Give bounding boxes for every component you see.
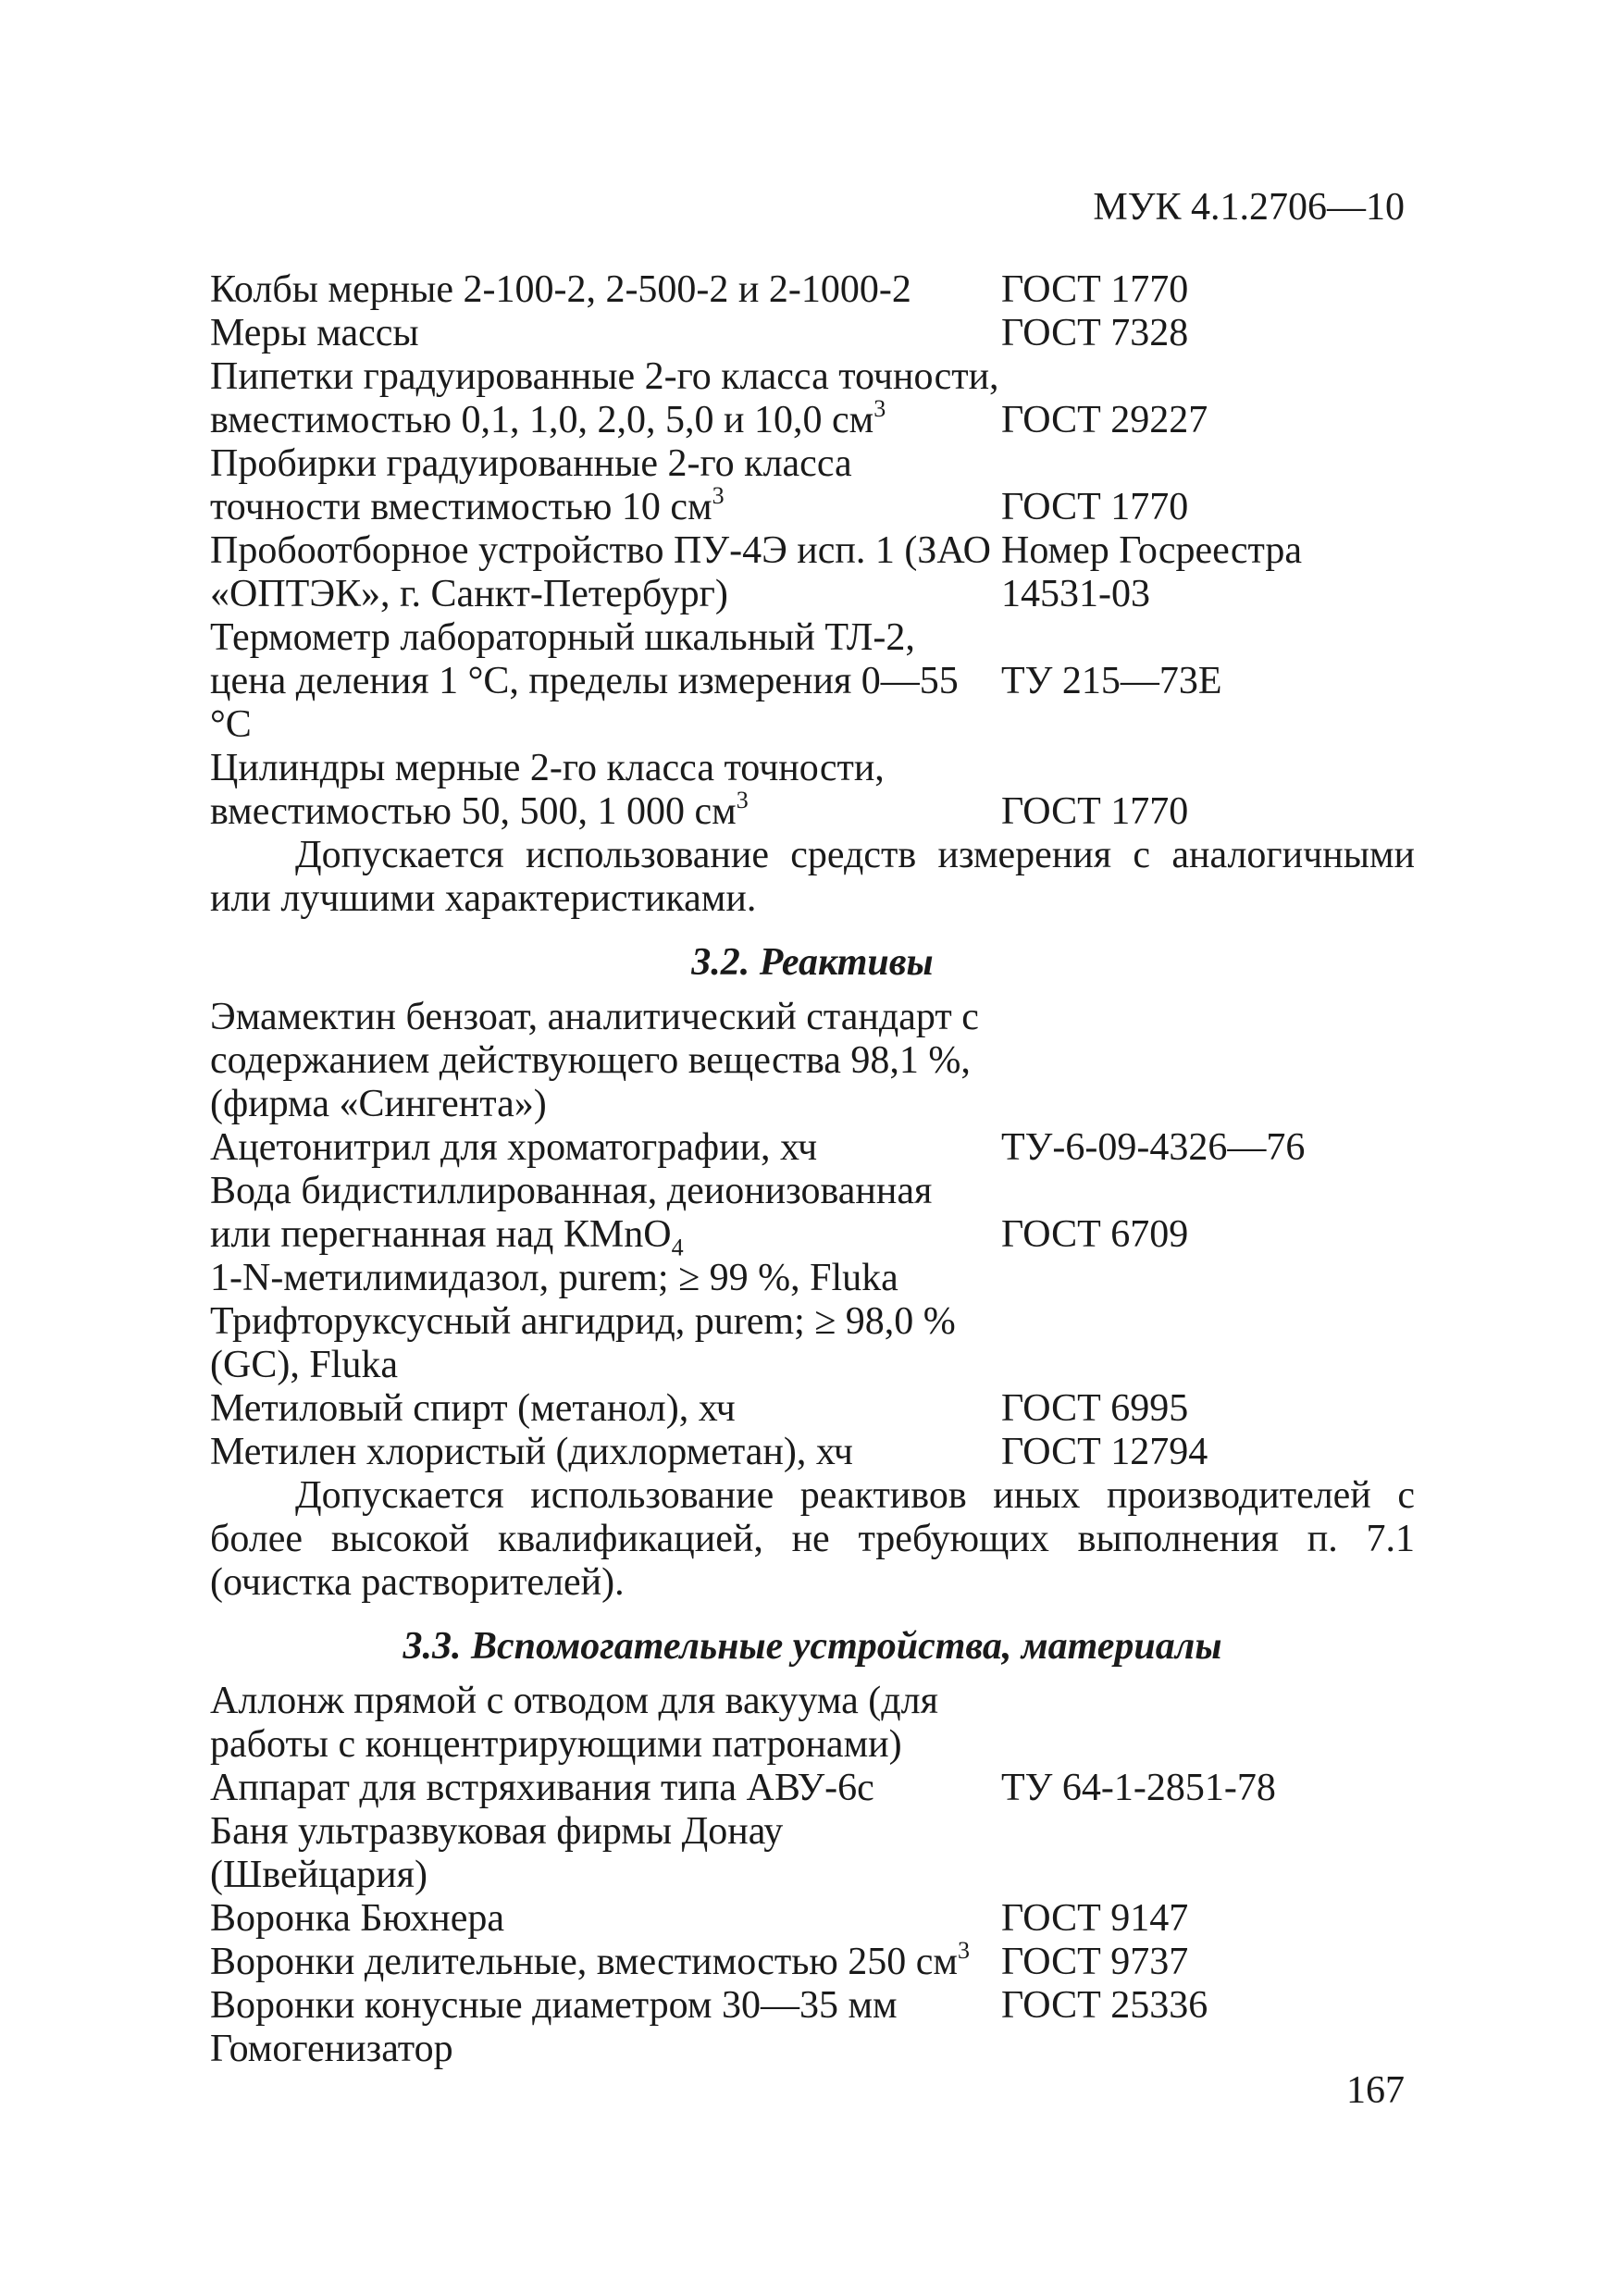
- list-item: [210, 1126, 1415, 1170]
- section-heading-auxiliary: 3.3. Вспомогательные устройства, материалы: [403, 1625, 1222, 1668]
- page-number: 167: [1346, 2069, 1405, 2112]
- item-name-line: Пробирки градуированные 2-го класса: [210, 442, 852, 485]
- item-name-line: Меры массы: [210, 312, 419, 354]
- item-standard-line: 14531-03: [1001, 573, 1150, 615]
- list-item: [210, 2028, 1415, 2071]
- list-item: [210, 1767, 1415, 1810]
- item-name: [210, 529, 1001, 616]
- subscript: 4: [671, 1234, 684, 1261]
- item-name-line: Пипетки градуированные 2-го класса точности,: [210, 355, 999, 398]
- list-item: [210, 996, 1415, 1126]
- item-standard-line: [1001, 747, 1415, 790]
- item-name-line: вместимостью 0,1, 1,0, 2,0, 5,0 и 10,0 $см^3$: [210, 395, 886, 441]
- item-standard-line: [1001, 996, 1415, 1039]
- item-standard-line: [1001, 2028, 1415, 2071]
- item-standard-line: [1001, 1344, 1415, 1387]
- item-name-line: «ОПТЭК», г. Санкт-Петербург): [210, 573, 728, 615]
- item-name: [210, 747, 1001, 834]
- item-name: [210, 1810, 1001, 1897]
- item-name: [210, 2028, 1001, 2071]
- item-standard-line: ГОСТ 9147: [1001, 1897, 1189, 1940]
- item-standard-line: [1001, 355, 1415, 399]
- item-name-line: Вода бидистиллированная, деионизованная: [210, 1170, 933, 1212]
- item-name-line: цена деления 1 °С, пределы измерения 0—55 °С: [210, 660, 959, 746]
- superscript: 3: [873, 395, 886, 422]
- item-standard: [1001, 747, 1415, 834]
- item-name-line: (фирма «Сингента»): [210, 1083, 547, 1125]
- list-item: [210, 529, 1415, 616]
- item-name-line: Воронки конусные диаметром 30—35 мм: [210, 1984, 898, 2027]
- list-item: [210, 1937, 1415, 1984]
- reagents-note: Допускается использование реактивов иных производителей с более высокой квалификацией, не требующих выполнения п. 7.1 (очистка растворителей).: [210, 1474, 1415, 1604]
- item-standard: [1001, 1810, 1415, 1897]
- item-name-line: 1-N-метилимидазол, purem; ≥ 99 %, Fluka: [210, 1257, 898, 1299]
- item-standard: [1001, 2028, 1415, 2071]
- list-item: [210, 442, 1415, 529]
- item-standard-line: [1001, 1083, 1415, 1126]
- item-standard-line: ГОСТ 1770: [1001, 486, 1189, 528]
- item-name-line: Ацетонитрил для хроматографии, хч: [210, 1126, 818, 1169]
- item-standard: [1001, 1941, 1415, 1984]
- item-standard: [1001, 1984, 1415, 2028]
- item-standard-line: ГОСТ 25336: [1001, 1984, 1208, 2027]
- item-name: [210, 442, 1001, 529]
- item-name-line: Пробоотборное устройство ПУ-4Э исп. 1 (ЗАО: [210, 529, 991, 572]
- item-name-line: Цилиндры мерные 2-го класса точности,: [210, 747, 885, 789]
- reagents-list: [210, 996, 1415, 1474]
- item-standard: [1001, 442, 1415, 529]
- item-standard: [1001, 1431, 1415, 1474]
- item-standard: [1001, 1767, 1415, 1810]
- item-standard-line: ГОСТ 1770: [1001, 268, 1189, 311]
- section-heading-reagents: 3.2. Реактивы: [691, 941, 934, 984]
- list-item: [210, 1431, 1415, 1474]
- item-name-line: или перегнанная над КMnO$_4$: [210, 1213, 684, 1261]
- item-standard: [1001, 996, 1415, 1126]
- list-item: [210, 1680, 1415, 1767]
- superscript: 3: [712, 482, 725, 509]
- equipment-list: [210, 268, 1415, 834]
- item-name-line: Аллонж прямой с отводом для вакуума (для: [210, 1680, 938, 1722]
- item-name-line: Трифторуксусный ангидрид, purem; ≥ 98,0 %: [210, 1300, 956, 1343]
- item-standard-line: [1001, 1300, 1415, 1344]
- item-name-line: Воронка Бюхнера: [210, 1897, 505, 1940]
- item-name-line: Гомогенизатор: [210, 2028, 453, 2070]
- item-standard-line: [1001, 1170, 1415, 1213]
- list-item: [210, 1984, 1415, 2028]
- list-item: [210, 1897, 1415, 1941]
- item-standard-line: ГОСТ 6709: [1001, 1213, 1189, 1256]
- list-item: [210, 355, 1415, 442]
- list-item: [210, 1170, 1415, 1261]
- item-name-line: Термометр лабораторный шкальный ТЛ-2,: [210, 616, 915, 659]
- item-standard-line: ГОСТ 6995: [1001, 1387, 1189, 1430]
- item-name: [210, 312, 1001, 355]
- item-standard-line: ГОСТ 12794: [1001, 1431, 1208, 1473]
- list-item: [210, 616, 1415, 747]
- item-standard-line: [1001, 616, 1415, 660]
- item-standard: [1001, 616, 1415, 747]
- list-item: [210, 1300, 1415, 1387]
- item-standard-line: [1001, 1810, 1415, 1854]
- item-standard: [1001, 529, 1415, 616]
- list-item: [210, 747, 1415, 834]
- item-standard: [1001, 1300, 1415, 1387]
- item-name: [210, 268, 1001, 312]
- page-content: [210, 268, 1415, 2071]
- list-item: [210, 1257, 1415, 1300]
- item-standard: [1001, 1257, 1415, 1300]
- item-standard-line: [1001, 442, 1415, 486]
- item-name: [210, 1680, 1001, 1767]
- item-standard-line: ТУ 64-1-2851-78: [1001, 1767, 1276, 1809]
- item-standard: [1001, 1680, 1415, 1767]
- list-item: [210, 1387, 1415, 1431]
- item-standard-line: ГОСТ 29227: [1001, 399, 1208, 441]
- item-standard: [1001, 1387, 1415, 1431]
- item-name-line: Метилен хлористый (дихлорметан), хч: [210, 1431, 853, 1473]
- item-name: [210, 1300, 1001, 1387]
- item-name-line: Аппарат для встряхивания типа АВУ-6с: [210, 1767, 874, 1809]
- item-name-line: Колбы мерные 2-100-2, 2-500-2 и 2-1000-2: [210, 268, 911, 311]
- item-name-line: Воронки делительные, вместимостью 250 $см^3$: [210, 1937, 970, 1983]
- item-name: [210, 1897, 1001, 1941]
- list-item: [210, 1810, 1415, 1897]
- item-name: [210, 1170, 1001, 1261]
- item-standard: [1001, 268, 1415, 312]
- item-name-line: точности вместимостью 10 $см^3$: [210, 482, 725, 528]
- superscript: 3: [958, 1937, 970, 1964]
- item-standard-line: ГОСТ 9737: [1001, 1941, 1189, 1983]
- item-standard-line: [1001, 1723, 1415, 1767]
- item-name-line: Метиловый спирт (метанол), хч: [210, 1387, 736, 1430]
- item-standard-line: ГОСТ 7328: [1001, 312, 1189, 354]
- item-name-line: работы с концентрирующими патронами): [210, 1723, 902, 1766]
- item-standard-line: ГОСТ 1770: [1001, 790, 1189, 833]
- item-standard-line: [1001, 1039, 1415, 1083]
- item-name-line: содержанием действующего вещества 98,1 %,: [210, 1039, 971, 1082]
- item-standard-line: ТУ 215—73Е: [1001, 660, 1222, 702]
- item-standard-line: [1001, 1680, 1415, 1723]
- item-name-line: Баня ультразвуковая фирмы Донау (Швейцария): [210, 1810, 784, 1896]
- item-name: [210, 1126, 1001, 1170]
- item-name: [210, 1431, 1001, 1474]
- item-name: [210, 1257, 1001, 1300]
- item-name: [210, 616, 1001, 747]
- item-standard-line: ТУ-6-09-4326—76: [1001, 1126, 1306, 1169]
- item-standard: [1001, 1897, 1415, 1941]
- item-name-line: Эмамектин бензоат, аналитический стандарт с: [210, 996, 979, 1038]
- item-name: [210, 1937, 1001, 1984]
- list-item: [210, 268, 1415, 312]
- item-name: [210, 996, 1001, 1126]
- equipment-note: Допускается использование средств измерения с аналогичными или лучшими характеристиками.: [210, 834, 1415, 920]
- document-code: МУК 4.1.2706—10: [1093, 186, 1405, 229]
- item-name-line: вместимостью 50, 500, 1 000 $см^3$: [210, 787, 749, 833]
- item-name: [210, 1387, 1001, 1431]
- item-standard: [1001, 355, 1415, 442]
- auxiliary-list: [210, 1680, 1415, 2071]
- item-name-line: (GC), Fluka: [210, 1344, 398, 1386]
- item-standard: [1001, 312, 1415, 355]
- superscript: 3: [736, 787, 749, 813]
- item-standard-line: [1001, 1257, 1415, 1300]
- list-item: [210, 312, 1415, 355]
- item-standard: [1001, 1126, 1415, 1170]
- item-name: [210, 1767, 1001, 1810]
- item-standard-line: Номер Госреестра: [1001, 529, 1303, 572]
- item-name: [210, 1984, 1001, 2028]
- item-name: [210, 355, 1001, 442]
- item-standard: [1001, 1170, 1415, 1257]
